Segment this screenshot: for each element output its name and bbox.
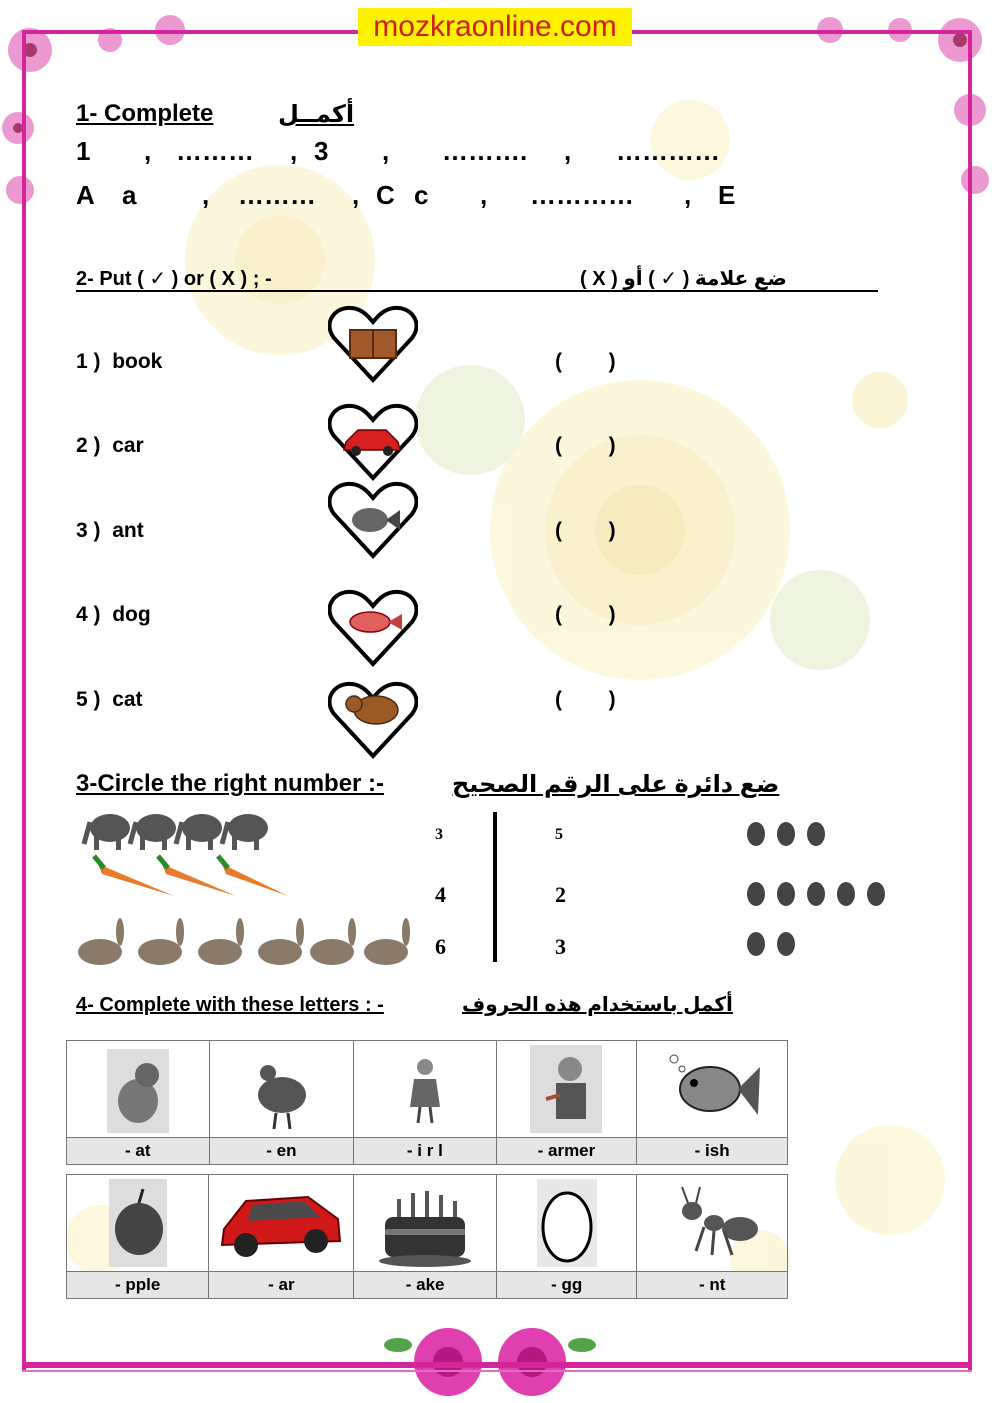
q4-caption[interactable]: - gg: [497, 1271, 636, 1298]
q3-right-number[interactable]: 3: [555, 934, 566, 959]
q1-row2-item: ,: [480, 180, 488, 210]
fish-icon: [662, 1043, 762, 1135]
q4-picture: [637, 1041, 787, 1137]
q2-item-4: [76, 603, 151, 627]
q3-pictures: [76, 800, 896, 975]
q1-row2-item: ,: [202, 180, 210, 210]
q4-picture: [67, 1175, 208, 1271]
q1-blank[interactable]: ……….: [442, 136, 528, 166]
q1-row2-item: C: [376, 180, 395, 210]
heart-frame-car: [328, 402, 418, 482]
q4-cell: [67, 1041, 210, 1165]
q4-title-ar: أكمل باستخدام هذه الحروف: [462, 994, 733, 1016]
q2-answer-box[interactable]: ( ): [555, 434, 616, 457]
q4-picture: [637, 1175, 787, 1271]
q2-answer-box[interactable]: ( ): [555, 603, 616, 626]
q4-caption[interactable]: - ish: [637, 1137, 787, 1164]
q2-item-num: 2 ): [76, 434, 101, 457]
q2-title-underline: [76, 290, 878, 292]
q1-title: [76, 100, 213, 128]
q4-cell: [354, 1041, 496, 1165]
q1-row1-item: 1: [76, 136, 91, 166]
q4-picture: [497, 1041, 637, 1137]
q2-item-num: 4 ): [76, 603, 101, 626]
q4-cell: [209, 1041, 354, 1165]
q4-caption[interactable]: - ar: [209, 1271, 353, 1298]
q1-row2-item: E: [718, 180, 736, 210]
egg-icon: [535, 1177, 599, 1269]
elephant-group: [84, 814, 268, 850]
q2-answer-box[interactable]: ( ): [555, 688, 616, 711]
q4-caption[interactable]: - armer: [497, 1137, 637, 1164]
q1-blank[interactable]: …………: [530, 180, 634, 210]
q1-blank[interactable]: …………: [616, 136, 720, 166]
q2-title-ar: ضع علامة ( ✓ ) أو ( X ): [580, 268, 787, 290]
cake-icon: [375, 1177, 475, 1269]
q3-title: 3-Circle the right number :-: [76, 770, 385, 797]
q1-row1-item: ,: [564, 136, 572, 166]
q3-left-number[interactable]: 3: [435, 826, 443, 843]
q3-right-number[interactable]: 5: [555, 826, 563, 843]
corner-flowers-right: [817, 17, 989, 194]
q2-item-word: cat: [112, 688, 143, 711]
q4-caption[interactable]: - i r l: [354, 1137, 495, 1164]
q3-right-number[interactable]: 2: [555, 882, 566, 907]
q4-cell: [496, 1041, 637, 1165]
q4-picture: [67, 1041, 209, 1137]
q2-item-word: book: [112, 350, 163, 373]
apple-icon: [103, 1177, 173, 1269]
egg-group: [747, 822, 885, 956]
q3-title-ar: ضع دائرة على الرقم الصحيح: [452, 771, 780, 798]
fish-icon: [350, 612, 390, 632]
q1-row2-item: ,: [352, 180, 360, 210]
heart-frame-fish-2: [328, 588, 418, 668]
page-frame-bottom: [22, 1362, 972, 1368]
page-frame-bottom-line: [22, 1370, 972, 1372]
page-frame-right: [968, 30, 972, 1370]
q1-row1-item: 3: [314, 136, 329, 166]
heart-frame-book: [328, 304, 418, 384]
q2-item-num: 1 ): [76, 350, 101, 373]
q2-item-num: 5 ): [76, 688, 101, 711]
q4-picture: [354, 1175, 496, 1271]
q1-row2-item: ,: [684, 180, 692, 210]
girl-icon: [400, 1045, 450, 1135]
q2-item-word: car: [112, 434, 144, 457]
q4-picture: [210, 1041, 354, 1137]
fish-icon: [352, 508, 388, 532]
cat-icon: [103, 1045, 173, 1135]
q4-title: 4- Complete with these letters : -: [76, 994, 384, 1016]
q2-answer-box[interactable]: ( ): [555, 350, 616, 373]
q4-caption[interactable]: - ake: [354, 1271, 496, 1298]
heart-frame-bear: [328, 680, 418, 760]
q1-row2-item: a: [122, 180, 137, 210]
q4-caption[interactable]: - nt: [637, 1271, 787, 1298]
q1-blank[interactable]: ………: [176, 136, 254, 166]
q4-caption[interactable]: - at: [67, 1137, 209, 1164]
hen-icon: [246, 1045, 316, 1135]
q3-left-number[interactable]: 6: [435, 934, 446, 959]
q1-row1-item: ,: [144, 136, 152, 166]
q4-caption[interactable]: - pple: [67, 1271, 208, 1298]
rabbit-group: [78, 918, 410, 965]
q4-table-row2: [66, 1174, 788, 1299]
q1-row2-item: c: [414, 180, 429, 210]
q4-cell: [354, 1175, 497, 1299]
q4-cell: [209, 1175, 354, 1299]
q2-item-word: dog: [112, 603, 151, 626]
q3-divider: [493, 812, 497, 962]
farmer-icon: [526, 1043, 606, 1135]
q4-cell: [637, 1041, 788, 1165]
q2-item-word: ant: [112, 519, 144, 542]
q4-picture: [354, 1041, 495, 1137]
q2-item-2: [76, 434, 144, 458]
q1-row1-item: ,: [290, 136, 298, 166]
q1-title-ar: أكمــل: [278, 101, 355, 128]
q1-title-en: 1- Complete: [76, 100, 214, 127]
q4-cell: [637, 1175, 788, 1299]
q4-cell: [67, 1175, 209, 1299]
ant-icon: [662, 1179, 762, 1269]
q1-row2-item: A: [76, 180, 95, 210]
q2-item-3: [76, 519, 144, 543]
q2-item-num: 3 ): [76, 519, 101, 542]
q4-caption[interactable]: - en: [210, 1137, 354, 1164]
carrot-group: [94, 856, 288, 896]
q3-left-number[interactable]: 4: [435, 882, 446, 907]
q2-item-5: [76, 688, 143, 712]
q1-blank[interactable]: ………: [238, 180, 316, 210]
heart-frame-fish: [328, 480, 418, 560]
page-frame-left: [22, 30, 26, 1370]
q2-item-1: [76, 350, 162, 374]
q4-picture: [497, 1175, 636, 1271]
car-icon: [216, 1179, 346, 1269]
q4-picture: [209, 1175, 353, 1271]
q4-table-row1: [66, 1040, 788, 1165]
site-banner[interactable]: mozkraonline.com: [358, 8, 632, 46]
q2-answer-box[interactable]: ( ): [555, 519, 616, 542]
q1-row1-item: ,: [382, 136, 390, 166]
q4-cell: [496, 1175, 636, 1299]
q2-title: 2- Put ( ✓ ) or ( X ) ; -: [76, 268, 272, 290]
